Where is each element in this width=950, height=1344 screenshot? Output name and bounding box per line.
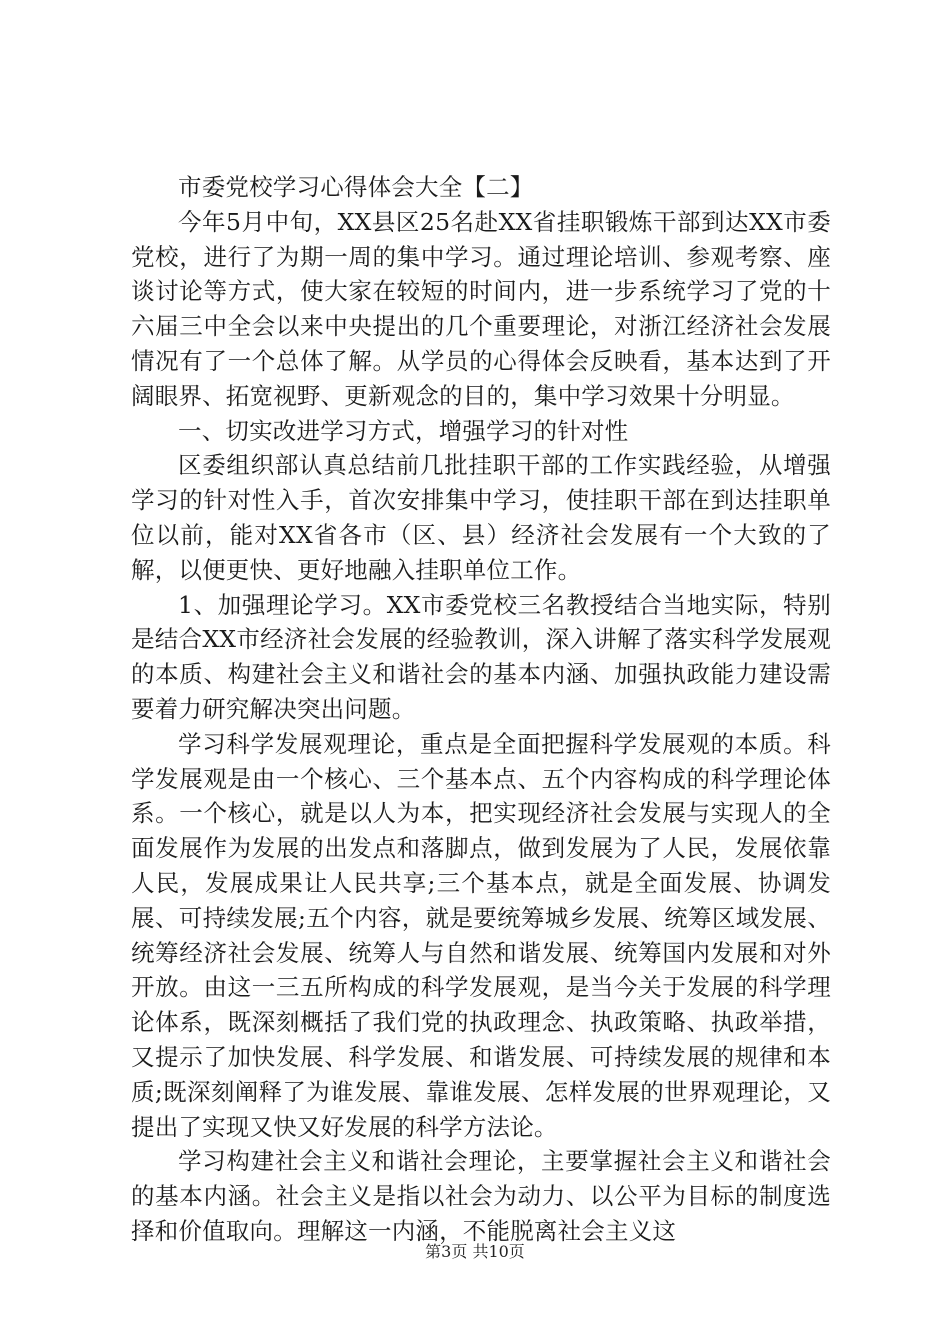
section-heading-1: 一、切实改进学习方式，增强学习的针对性 <box>178 416 629 445</box>
paragraph-harmonious-society: 学习构建社会主义和谐社会理论，主要掌握社会主义和谐社会的基本内涵。社会主义是指以社会为动力、以公平为目标的制度选择和价值取向。理解这一内涵，不能脱离社会主义这 <box>131 1147 831 1245</box>
document-title: 市委党校学习心得体会大全【二】 <box>178 173 534 201</box>
paragraph-theory-study: 1、加强理论学习。XX市委党校三名教授结合当地实际，特别是结合XX市经济社会发展的经验教训，深入讲解了落实科学发展观的本质、构建社会主义和谐社会的基本内涵、加强执政能力建设需要着力研究解决突出问题。 <box>131 590 831 723</box>
paragraph-scientific-development: 学习科学发展观理论，重点是全面把握科学发展观的本质。科学发展观是由一个核心、三个基本点、五个内容构成的科学理论体系。一个核心，就是以人为本，把实现经济社会发展与实现人的全面发展作为发展的出发点和落脚点，做到发展为了人民，发展依靠人民，发展成果让人民共享;三个基本点，就是全面发展、协调发展、可持续发展;五个内容，就是要统筹城乡发展、统筹区域发展、统筹经济社会发展、统筹人与自然和谐发展、统筹国内发展和对外开放。由这一三五所构成的科学发展观，是当今关于发展的科学理论体系，既深刻概括了我们党的执政理念、执政策略、执政举措，又提示了加快发展、科学发展、和谐发展、可持续发展的规律和本质;既深刻阐释了为谁发展、靠谁发展、怎样发展的世界观理论，又提出了实现又快又好发展的科学方法论。 <box>131 729 831 1141</box>
page-footer: 第3页 共10页 <box>425 1242 525 1261</box>
paragraph-organization: 区委组织部认真总结前几批挂职干部的工作实践经验，从增强学习的针对性入手，首次安排集中学习，使挂职干部在到达挂职单位以前，能对XX省各市（区、县）经济社会发展有一个大致的了解，以便更快、更好地融入挂职单位工作。 <box>131 451 831 584</box>
document-body <box>131 170 831 1249</box>
paragraph-intro: 今年5月中旬，XX县区25名赴XX省挂职锻炼干部到达XX市委党校，进行了为期一周的集中学习。通过理论培训、参观考察、座谈讨论等方式，使大家在较短的时间内，进一步系统学习了党的十六届三中全会以来中央提出的几个重要理论，对浙江经济社会发展情况有了一个总体了解。从学员的心得体会反映看，基本达到了开阔眼界、拓宽视野、更新观念的目的，集中学习效果十分明显。 <box>131 207 831 410</box>
